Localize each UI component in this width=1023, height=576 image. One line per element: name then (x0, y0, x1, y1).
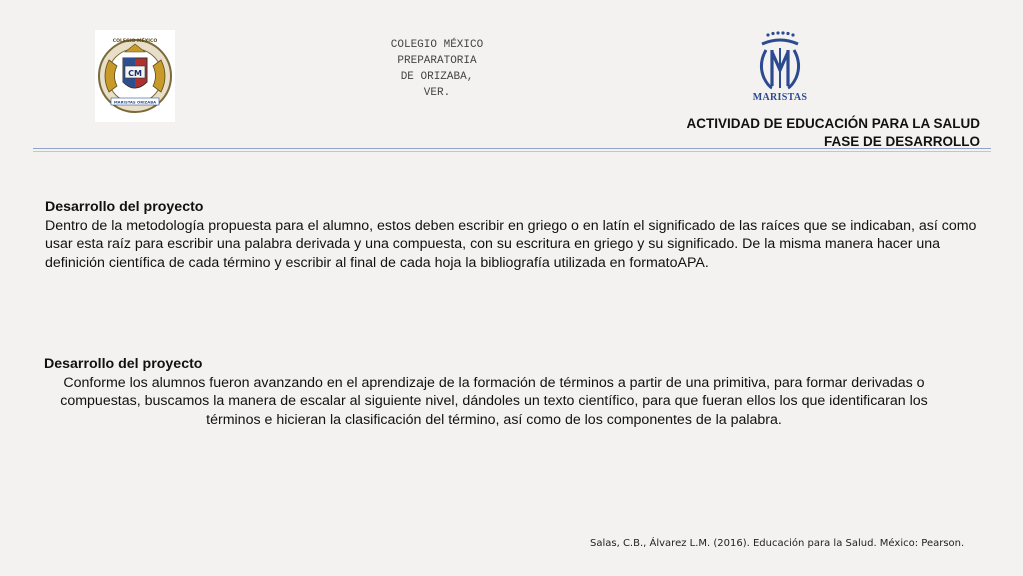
crest-top-text: COLEGIO MÉXICO (112, 39, 158, 44)
colegio-mexico-crest (95, 30, 175, 122)
header-divider (33, 151, 991, 152)
section-body: Dentro de la metodología propuesta para el alumno, estos deben escribir en griego o en latín el significado de las raíces que se indicaban, así como usar esta raíz para escribir una palabra derivada y una compuesta, con su escritura en griego y su significado. De la misma manera hacer una definición científica de cada término y escribir al final de cada hoja la bibliografía utilizada en formatoAPA. (45, 217, 977, 271)
school-name (376, 37, 498, 101)
crest-bottom-text: MARISTAS ORIZABA (113, 99, 157, 105)
phase-title: FASE DE DESARROLLO (823, 134, 980, 149)
bibliography-citation: Salas, C.B., Álvarez L.M. (2016). Educación para la Salud. México: Pearson. (590, 538, 965, 549)
project-section-2 (44, 355, 944, 429)
project-section-1 (45, 198, 980, 272)
school-name-line: PREPARATORIA (397, 55, 477, 67)
crest-monogram: CM (128, 69, 142, 78)
school-name-line: DE ORIZABA, (400, 71, 474, 83)
activity-title (687, 115, 981, 151)
section-body: Conforme los alumnos fueron avanzando en el aprendizaje de la formación de términos a partir de una primitiva, para formar derivadas o compuestas, buscamos la manera de escalar al siguiente nivel, dándoles un texto científico, para que fueran ellos los que identificaran los términos e hicieran la clasificación del término, así como de los componentes de la palabra. (60, 374, 928, 428)
activity-title-line: ACTIVIDAD DE EDUCACIÓN PARA LA SALUD (686, 116, 980, 131)
school-name-line: VER. (423, 87, 451, 99)
maristas-logo-label: MARISTAS (752, 92, 808, 103)
header-divider (33, 148, 991, 149)
section-heading: Desarrollo del proyecto (44, 356, 203, 372)
section-heading: Desarrollo del proyecto (45, 199, 204, 215)
school-name-line: COLEGIO MÉXICO (390, 39, 484, 51)
